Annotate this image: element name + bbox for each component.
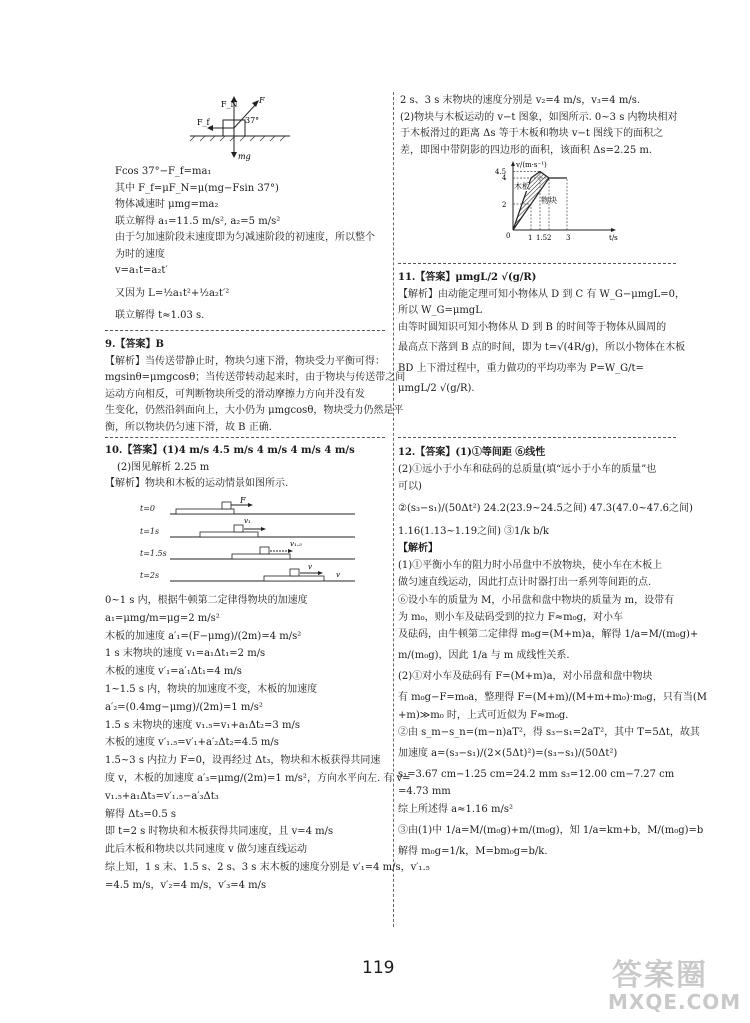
axis-label-y: v/(m·s⁻¹) (516, 161, 547, 169)
vt-graph (483, 158, 623, 246)
text-line: 由于匀加速阶段末速度即为匀减速阶段的初速度，所以整个 (115, 232, 375, 243)
x-tick: 3 (566, 234, 571, 242)
text-line: 最高点下落到 B 点的时间，即为 t=√(4R/g)，所以小物体在木板 (398, 342, 686, 353)
origin-label: 0 (506, 232, 511, 240)
q12-answer: 12.【答案】(1)①等间距 ⑥线性 (398, 447, 546, 458)
text-line: 其中 F_f=μF_N=μ(mg−Fsin 37°) (115, 182, 279, 194)
text-line: (2)①远小于小车和砝码的总质量(填“远小于小车的质量”也 (398, 464, 657, 476)
text-line: 木板的加速度 a′₁=(F−μmg)/(2m)=4 m/s² (105, 630, 302, 642)
axis-label-x: t/s (609, 234, 618, 242)
analysis-heading: 【解析】 (398, 542, 438, 554)
text-line: (2)①对小车及砝码有 F=(M+m)a，对小吊盘和盘中物块 (398, 671, 653, 683)
speed-label: v (308, 563, 312, 571)
text-line: 于木板滑过的距离 Δs 等于木板和物块 v−t 图线下的面积之 (400, 128, 664, 139)
text-line: 所以 W_G=μmgL (398, 305, 482, 316)
text-line: Fcos 37°−F_f=ma₁ (115, 166, 212, 177)
text-line: 综上知，1 s 末、1.5 s、2 s、3 s 末木板的速度分别是 v′₁=4 m/s，v′₁.₅ (105, 861, 430, 873)
text-line: 又因为 L=½a₁t²+½a₂t′² (115, 287, 230, 299)
fig-label-mg: mg (238, 152, 251, 161)
text-line: (2)物块与木板运动的 v−t 图象，如图所示. 0~3 s 内物块相对 (400, 111, 678, 123)
q12-solution (398, 444, 707, 860)
text-line: 联立解得 t≈1.03 s. (115, 310, 205, 321)
text-line: 此后木板和物块以共同速度 v 做匀速直线运动 (105, 844, 308, 856)
q10-solution-cont (400, 93, 680, 159)
text-line: v=a₁t=a₂t′ (115, 265, 168, 276)
text-line: 解得 Δt₃=0.5 s (105, 808, 177, 820)
text-line: 由等时圆知识可知小物体从 D 到 B 的时间等于物体从圆周的 (398, 321, 667, 333)
text-line: 1.5~3 s 内拉力 F=0，设再经过 Δt₃，物块和木板获得共同速 (105, 755, 381, 767)
text-line: ②由 s_m−s_n=(m−n)aT²，得 s₃−s₁=2aT²，其中 T=5Δt，故其 (398, 726, 700, 738)
time-label: t=1.5s (140, 549, 167, 558)
text-line: 1.5 s 末物块的速度 v₁.₅=v₁+a₁Δt₂=3 m/s (105, 719, 300, 731)
speed-label: v₁ (244, 517, 251, 525)
text-line: 加速度 a=(s₃−s₁)/(2×(5Δt)²)=(s₃−s₁)/(50Δt²) (398, 748, 618, 759)
text-line: m/(m₀g)，因此 1/a 与 m 成线性关系. (398, 650, 570, 662)
text-line: 2 s、3 s 末物块的速度分别是 v₂=4 m/s，v₃=4 m/s. (400, 95, 641, 106)
text-line: 【解析】物块和木板的运动情景如图所示. (105, 478, 289, 489)
text-line: a₁=μmg/m=μg=2 m/s² (105, 612, 220, 624)
text-line: 生变化，仍然沿斜面向上，大小仍为 μmgcosθ，物块受力仍然是平 (105, 405, 404, 416)
text-line: 即 t=2 s 时物块和木板获得共同速度，且 v=4 m/s (105, 826, 334, 838)
section-divider (105, 330, 385, 331)
text-line: v₁.₅+a₁Δt₃=v′₁.₅−a′₃Δt₃ (105, 790, 219, 802)
text-line: ②(s₃−s₁)/(50Δt²) 24.2(23.9~24.5之间) 47.3(47.0~47.6之间) (398, 502, 693, 514)
fig-label-angle: 37° (245, 116, 260, 125)
q11-answer: 11.【答案】μmgL/2 √(g/R) (398, 272, 537, 283)
text-line: =4.5 m/s，v′₂=4 m/s，v′₃=4 m/s (105, 879, 267, 891)
text-line: 运动方向相反，可判断物块所受的滑动摩擦力方向并没有发 (105, 388, 365, 400)
text-line: 有 m₀g−F=m₀a，整理得 F=(M+m)/(M+m+m₀)·m₀g，只有当(M (398, 692, 707, 704)
text-line: 度 v，木板的加速度 a′₃=μmg/(2m)=1 m/s²，方向水平向左. 有 v= (105, 772, 411, 784)
text-line: 及砝码，由牛顿第二定律得 m₀g=(M+m)a，解得 1/a=M/(m₀g)+ (398, 628, 699, 640)
q11-solution (398, 270, 686, 398)
text-line: 做匀速直线运动，因此打点计时器打出一系列等间距的点. (398, 577, 652, 589)
text-line: 差，即图中带阴影的四边形的面积，该面积 Δs=2.25 m. (400, 144, 653, 156)
motion-diagram (140, 493, 360, 585)
text-line: μmgL/2 √(g/R). (398, 383, 475, 394)
section-divider (398, 263, 676, 264)
text-line: 解得 m₀g=1/k，M=bm₀g=b/k. (398, 845, 548, 857)
force-diagram (185, 93, 295, 165)
section-divider (398, 437, 676, 438)
text-line: 1~1.5 s 内，物块的加速度不变，木板的加速度 (105, 683, 318, 695)
x-tick: 1.5 (536, 234, 548, 242)
fig-label-f: F (259, 96, 265, 105)
text-line: ⑥设小车的质量为 M，小吊盘和盘中物块的质量为 m，设带有 (398, 594, 675, 606)
text-line: BD 上下滑过程中，重力做功的平均功率为 P=W_G/t= (398, 362, 644, 374)
time-label: t=0 (140, 504, 156, 513)
fig-label-fn: F_N (221, 100, 238, 109)
text-line: 1 s 末物块的速度 v₁=a₁Δt₁=2 m/s (105, 648, 266, 660)
watermark-logo: 答案圈 (612, 958, 708, 993)
force-label: F (240, 496, 246, 505)
q10-header (105, 443, 390, 493)
text-line: 综上所述得 a≈1.16 m/s² (398, 803, 513, 815)
text-line: s₁=3.67 cm−1.25 cm=24.2 mm s₃=12.00 cm−7.27 cm (398, 769, 675, 781)
text-line: 0~1 s 内，根据牛顿第二定律得物块的加速度 (105, 595, 308, 606)
speed-label: v₁.₅ (290, 540, 302, 548)
text-line: 物体减速时 μmg=ma₂ (115, 199, 219, 210)
text-line: 木板的速度 v′₁.₅=v′₁+a′₂Δt₂=4.5 m/s (105, 737, 279, 749)
q8-solution (115, 164, 390, 325)
text-line: mgsinθ=μmgcosθ；当传送带转动起来时，由于物块与传送带之间 (105, 372, 406, 383)
text-line: 木板的速度 v′₁=a′₁Δt₁=4 m/s (105, 666, 242, 678)
text-line: (2)图见解析 2.25 m (117, 461, 210, 473)
time-label: t=1s (140, 527, 160, 536)
text-line: 【解析】当传送带静止时，物块匀速下滑，物块受力平衡可得： (105, 355, 385, 367)
text-line: 【解析】由动能定理可知小物体从 D 到 C 有 W_G−μmgL=0， (398, 288, 685, 300)
text-line: a′₂=(0.4mg−μmg)/(2m)=1 m/s² (105, 701, 263, 713)
section-divider (105, 437, 385, 438)
time-label: t=2s (140, 571, 160, 580)
text-line: 衡，所以物块仍匀速下滑，故 B 正确. (105, 421, 272, 433)
text-line: +m)≫m₀ 时，上式可近似为 F≈m₀g. (398, 709, 569, 721)
x-tick: 2 (547, 234, 552, 242)
series-label-board: 木板 (514, 182, 530, 191)
text-line: 为 m₀，则小车及砝码受到的拉力 F≈m₀g，对小车 (398, 611, 624, 623)
text-line: ③由(1)中 1/a=M/(m₀g)+m/(m₀g)，知 1/a=km+b，M/(m₀g)=b (398, 824, 704, 836)
y-tick: 4 (502, 174, 507, 182)
text-line: =4.73 mm (398, 786, 451, 798)
column-divider (393, 92, 394, 927)
series-label-block: 物块 (541, 196, 557, 205)
y-tick: 2 (502, 201, 507, 209)
fig-label-ff: F_f (197, 118, 210, 127)
text-line: (1)①平衡小车的阻力时小吊盘中不放物块，使小车在木板上 (398, 560, 663, 572)
x-tick: 1 (528, 234, 533, 242)
q9-answer: 9.【答案】B (105, 339, 164, 350)
text-line: 1.16(1.13~1.19之间) ③1/k b/k (398, 525, 549, 537)
page-number: 119 (362, 958, 395, 978)
q9-solution (105, 337, 406, 436)
text-line: 联立解得 a₁=11.5 m/s², a₂=5 m/s² (115, 215, 281, 227)
watermark-url: MXQE.COM (608, 990, 742, 1014)
speed-label: v (336, 571, 340, 579)
y-tick: 4.5 (495, 168, 507, 176)
q10-answer: 10.【答案】(1)4 m/s 4.5 m/s 4 m/s 4 m/s 4 m/s (105, 445, 355, 456)
text-line: 为时的速度 (115, 248, 165, 260)
text-line: 可以) (398, 481, 422, 493)
